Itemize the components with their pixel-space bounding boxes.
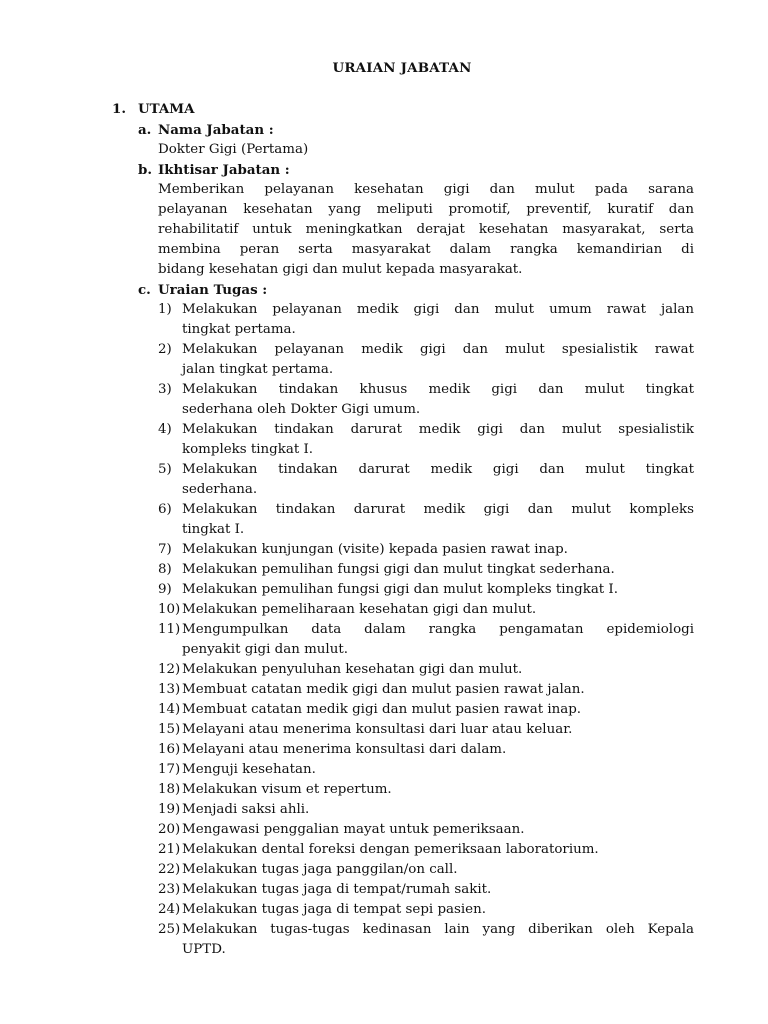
duty-number: 8) bbox=[158, 562, 172, 577]
duty-number: 20) bbox=[158, 822, 181, 837]
description-line: membina peran serta masyarakat dalam rangka kemandirian di bbox=[158, 242, 694, 257]
duty-text: Melayani atau menerima konsultasi dari luar atau keluar. bbox=[182, 722, 573, 737]
duty-number: 18) bbox=[158, 782, 181, 797]
duty-text: Mengumpulkan data dalam rangka pengamatan epidemiologi bbox=[182, 622, 694, 637]
duty-number: 12) bbox=[158, 662, 181, 677]
duty-number: 6) bbox=[158, 502, 172, 517]
description-line: Memberikan pelayanan kesehatan gigi dan mulut pada sarana bbox=[158, 182, 694, 197]
item-c-label: Uraian Tugas : bbox=[158, 282, 268, 298]
duty-text: sederhana. bbox=[182, 482, 258, 497]
duty-text: Melakukan pemulihan fungsi gigi dan mulut kompleks tingkat I. bbox=[182, 582, 618, 597]
duty-number: 2) bbox=[158, 342, 172, 357]
duty-number: 15) bbox=[158, 722, 181, 737]
duty-text: Menjadi saksi ahli. bbox=[182, 802, 310, 817]
section-number: 1. bbox=[112, 101, 126, 117]
duty-text: Melakukan pelayanan medik gigi dan mulut umum rawat jalan bbox=[182, 302, 694, 317]
duty-text: Melakukan tugas jaga di tempat sepi pasien. bbox=[182, 902, 486, 917]
duty-text: Melakukan tugas-tugas kedinasan lain yang diberikan oleh Kepala bbox=[182, 922, 694, 937]
duty-text: Melakukan kunjungan (visite) kepada pasien rawat inap. bbox=[182, 542, 568, 557]
duty-text: UPTD. bbox=[182, 942, 226, 957]
item-b-marker: b. bbox=[138, 162, 153, 178]
duty-text: Melakukan pemeliharaan kesehatan gigi dan mulut. bbox=[182, 602, 537, 617]
duty-text: Menguji kesehatan. bbox=[182, 762, 316, 777]
duty-number: 13) bbox=[158, 682, 181, 697]
section-heading: UTAMA bbox=[138, 101, 195, 117]
duty-number: 17) bbox=[158, 762, 181, 777]
duty-number: 19) bbox=[158, 802, 181, 817]
duty-text: kompleks tingkat I. bbox=[182, 442, 314, 457]
duty-number: 25) bbox=[158, 922, 181, 937]
duty-text: penyakit gigi dan mulut. bbox=[182, 642, 348, 657]
description-line: bidang kesehatan gigi dan mulut kepada masyarakat. bbox=[158, 262, 523, 277]
duty-text: Melakukan tugas jaga di tempat/rumah sakit. bbox=[182, 882, 492, 897]
duty-number: 10) bbox=[158, 602, 181, 617]
duty-number: 4) bbox=[158, 422, 172, 437]
duty-text: Melakukan pelayanan medik gigi dan mulut spesialistik rawat bbox=[182, 342, 694, 357]
duty-number: 7) bbox=[158, 542, 172, 557]
duty-text: Melakukan pemulihan fungsi gigi dan mulut tingkat sederhana. bbox=[182, 562, 615, 577]
duty-number: 24) bbox=[158, 902, 181, 917]
duty-text: tingkat pertama. bbox=[182, 322, 296, 337]
item-a-label: Nama Jabatan : bbox=[158, 122, 274, 138]
duty-number: 23) bbox=[158, 882, 181, 897]
duty-text: Melakukan visum et repertum. bbox=[182, 782, 392, 797]
duty-text: Melakukan tugas jaga panggilan/on call. bbox=[182, 862, 458, 877]
description-line: pelayanan kesehatan yang meliputi promotif, preventif, kuratif dan bbox=[158, 202, 694, 217]
item-a-value: Dokter Gigi (Pertama) bbox=[158, 142, 309, 157]
duty-text: Melakukan tindakan darurat medik gigi dan mulut tingkat bbox=[182, 462, 694, 477]
duty-text: Melakukan penyuluhan kesehatan gigi dan mulut. bbox=[182, 662, 523, 677]
duty-text: sederhana oleh Dokter Gigi umum. bbox=[182, 402, 421, 417]
duty-number: 21) bbox=[158, 842, 181, 857]
description-line: rehabilitatif untuk meningkatkan derajat kesehatan masyarakat, serta bbox=[158, 222, 694, 237]
duty-text: Melayani atau menerima konsultasi dari dalam. bbox=[182, 742, 507, 757]
duty-number: 5) bbox=[158, 462, 172, 477]
item-c-marker: c. bbox=[138, 282, 151, 298]
duty-number: 14) bbox=[158, 702, 181, 717]
document-title: URAIAN JABATAN bbox=[332, 60, 472, 76]
item-b-label: Ikhtisar Jabatan : bbox=[158, 162, 290, 178]
duty-text: Membuat catatan medik gigi dan mulut pasien rawat inap. bbox=[182, 702, 582, 717]
duty-number: 22) bbox=[158, 862, 181, 877]
duty-text: tingkat I. bbox=[182, 522, 245, 537]
item-a-marker: a. bbox=[138, 122, 152, 138]
duty-text: Melakukan tindakan darurat medik gigi dan mulut spesialistik bbox=[182, 422, 694, 437]
duty-text: Mengawasi penggalian mayat untuk pemeriksaan. bbox=[182, 822, 525, 837]
duty-number: 9) bbox=[158, 582, 172, 597]
duty-number: 11) bbox=[158, 622, 181, 637]
duty-text: Melakukan tindakan khusus medik gigi dan mulut tingkat bbox=[182, 382, 694, 397]
duty-text: jalan tingkat pertama. bbox=[182, 362, 334, 377]
duty-number: 1) bbox=[158, 302, 172, 317]
duty-number: 3) bbox=[158, 382, 172, 397]
duty-text: Membuat catatan medik gigi dan mulut pasien rawat jalan. bbox=[182, 682, 585, 697]
duty-text: Melakukan dental foreksi dengan pemeriksaan laboratorium. bbox=[182, 842, 599, 857]
duty-number: 16) bbox=[158, 742, 181, 757]
duty-text: Melakukan tindakan darurat medik gigi dan mulut kompleks bbox=[182, 502, 694, 517]
